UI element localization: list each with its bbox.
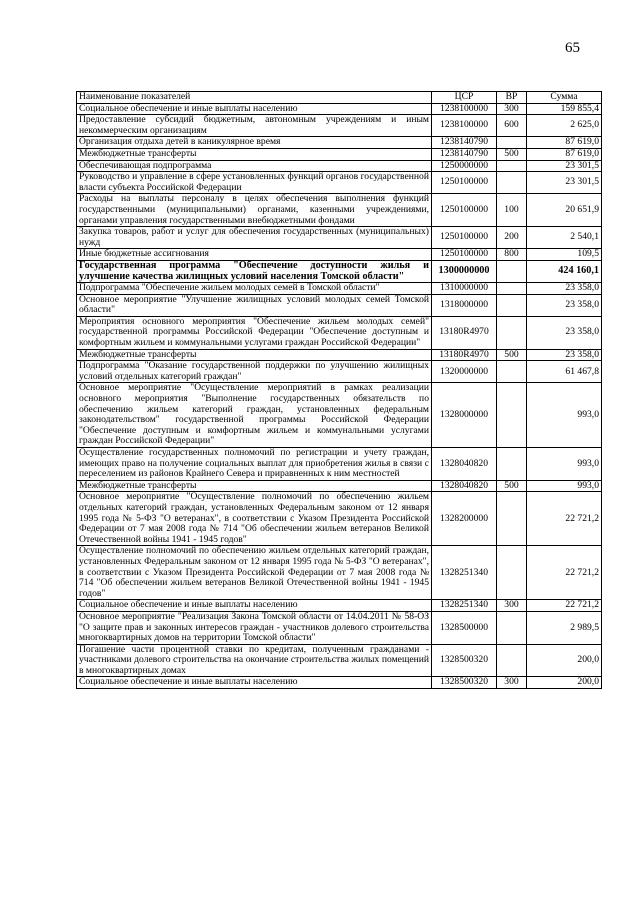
cell-csr: 1328251340 <box>432 600 497 612</box>
cell-name: Межбюджетные трансферты <box>77 148 432 160</box>
cell-sum: 109,5 <box>527 249 602 261</box>
cell-vr: 500 <box>497 349 527 361</box>
table-row <box>77 148 602 160</box>
cell-csr: 1250100000 <box>432 249 497 261</box>
cell-csr: 1328500000 <box>432 611 497 644</box>
header-vr: ВР <box>497 92 527 104</box>
cell-sum: 87 619,0 <box>527 137 602 149</box>
cell-csr: 1328200000 <box>432 492 497 546</box>
cell-sum: 87 619,0 <box>527 148 602 160</box>
cell-csr: 1250100000 <box>432 172 497 194</box>
table-row <box>77 677 602 689</box>
cell-name: Подпрограмма "Оказание государственной поддержки по улучшению жилищных условий отдельных категорий граждан" <box>77 361 432 383</box>
table-row <box>77 546 602 600</box>
table-row <box>77 160 602 172</box>
cell-sum: 23 358,0 <box>527 316 602 349</box>
cell-vr <box>497 160 527 172</box>
table-row <box>77 103 602 115</box>
cell-csr: 1328500320 <box>432 644 497 677</box>
cell-name: Руководство и управление в сфере установленных функций органов государственной власти субъекта Российской Федерации <box>77 172 432 194</box>
cell-sum: 22 721,2 <box>527 492 602 546</box>
cell-name: Обеспечивающая подпрограмма <box>77 160 432 172</box>
header-name: Наименование показателей <box>77 92 432 104</box>
table-body <box>77 103 602 688</box>
cell-vr <box>497 316 527 349</box>
cell-vr <box>497 448 527 481</box>
cell-sum: 23 358,0 <box>527 349 602 361</box>
cell-sum: 22 721,2 <box>527 600 602 612</box>
cell-vr: 300 <box>497 600 527 612</box>
cell-csr: 1238140790 <box>432 148 497 160</box>
cell-csr: 1318000000 <box>432 294 497 316</box>
cell-name: Расходы на выплаты персоналу в целях обеспечения выполнения функций государственными (муниципальными) органами, казенными учреждениями, органами управления государственными внебюджетными фондами <box>77 194 432 227</box>
cell-vr: 300 <box>497 103 527 115</box>
cell-name: Иные бюджетные ассигнования <box>77 249 432 261</box>
cell-name: Социальное обеспечение и иные выплаты населению <box>77 103 432 115</box>
table-row <box>77 611 602 644</box>
cell-sum: 159 855,4 <box>527 103 602 115</box>
table-row <box>77 227 602 249</box>
cell-csr: 1250100000 <box>432 227 497 249</box>
cell-csr: 1238100000 <box>432 103 497 115</box>
cell-name: Основное мероприятие "Реализация Закона Томской области от 14.04.2011 № 58-ОЗ "О защите прав и законных интересов граждан - участников долевого строительства многоквартирных домов на территории Томской области" <box>77 611 432 644</box>
table-row <box>77 172 602 194</box>
cell-name: Социальное обеспечение и иные выплаты населению <box>77 600 432 612</box>
cell-sum: 20 651,9 <box>527 194 602 227</box>
cell-name: Осуществление государственных полномочий по регистрации и учету граждан, имеющих право на получение социальных выплат для приобретения жилья в связи с переселением из районов Крайнего Севера и приравненных к ним местностей <box>77 448 432 481</box>
cell-sum: 2 625,0 <box>527 115 602 137</box>
cell-csr: 1238100000 <box>432 115 497 137</box>
cell-vr <box>497 260 527 282</box>
cell-csr: 1310000000 <box>432 283 497 295</box>
cell-sum: 424 160,1 <box>527 260 602 282</box>
table-row <box>77 294 602 316</box>
cell-sum: 993,0 <box>527 448 602 481</box>
cell-vr <box>497 546 527 600</box>
table-row <box>77 283 602 295</box>
table-row <box>77 492 602 546</box>
cell-name: Межбюджетные трансферты <box>77 349 432 361</box>
cell-sum: 200,0 <box>527 677 602 689</box>
cell-name: Основное мероприятие "Осуществление полномочий по обеспечению жильем отдельных категорий граждан, установленных Федеральным законом от 12 января 1995 года № 5-ФЗ "О ветеранах", в соответствии с Указом Президента Российской Федерации от 7 мая 2008 года № 714 "Об обеспечении жильем ветеранов Великой Отечественной войны 1941 - 1945 годов" <box>77 492 432 546</box>
cell-name: Основное мероприятие "Улучшение жилищных условий молодых семей Томской области" <box>77 294 432 316</box>
cell-name: Закупка товаров, работ и услуг для обеспечения государственных (муниципальных) нужд <box>77 227 432 249</box>
cell-vr <box>497 137 527 149</box>
table-row <box>77 316 602 349</box>
cell-name: Организация отдыха детей в каникулярное время <box>77 137 432 149</box>
cell-csr: 1250100000 <box>432 194 497 227</box>
table-row <box>77 600 602 612</box>
table-row <box>77 480 602 492</box>
cell-csr: 13180R4970 <box>432 316 497 349</box>
cell-csr: 1320000000 <box>432 361 497 383</box>
cell-sum: 23 358,0 <box>527 294 602 316</box>
cell-csr: 1250000000 <box>432 160 497 172</box>
cell-vr <box>497 383 527 448</box>
cell-vr <box>497 172 527 194</box>
table-row <box>77 361 602 383</box>
cell-name: Мероприятия основного мероприятия "Обеспечение жильем молодых семей" государственной программы Российской Федерации "Обеспечение доступным и комфортным жильем и коммунальными услугами граждан Российской Федерации" <box>77 316 432 349</box>
cell-name: Межбюджетные трансферты <box>77 480 432 492</box>
cell-sum: 993,0 <box>527 480 602 492</box>
cell-csr: 13180R4970 <box>432 349 497 361</box>
table-row <box>77 383 602 448</box>
table-row <box>77 644 602 677</box>
cell-name: Предоставление субсидий бюджетным, автономным учреждениям и иным некоммерческим организациям <box>77 115 432 137</box>
cell-sum: 61 467,8 <box>527 361 602 383</box>
cell-vr: 100 <box>497 194 527 227</box>
cell-vr <box>497 644 527 677</box>
budget-table <box>76 91 602 689</box>
cell-vr: 500 <box>497 480 527 492</box>
cell-vr <box>497 283 527 295</box>
cell-name: Осуществление полномочий по обеспечению жильем отдельных категорий граждан, установленных Федеральным законом от 12 января 1995 года № 5-ФЗ "О ветеранах", в соответствии с Указом Президента Российской Федерации от 7 мая 2008 года № 714 "Об обеспечении жильем ветеранов Великой Отечественной войны 1941 - 1945 годов" <box>77 546 432 600</box>
cell-csr: 1328040820 <box>432 448 497 481</box>
cell-name: Государственная программа "Обеспечение доступности жилья и улучшение качества жилищных условий населения Томской области" <box>77 260 432 282</box>
cell-sum: 23 301,5 <box>527 160 602 172</box>
header-csr: ЦСР <box>432 92 497 104</box>
cell-vr <box>497 492 527 546</box>
cell-name: Социальное обеспечение и иные выплаты населению <box>77 677 432 689</box>
table-row <box>77 115 602 137</box>
cell-sum: 23 301,5 <box>527 172 602 194</box>
table-row <box>77 194 602 227</box>
table-row <box>77 137 602 149</box>
cell-csr: 1328500320 <box>432 677 497 689</box>
cell-vr <box>497 361 527 383</box>
table-row <box>77 260 602 282</box>
cell-vr: 500 <box>497 148 527 160</box>
table-row <box>77 349 602 361</box>
cell-sum: 22 721,2 <box>527 546 602 600</box>
page-number: 65 <box>565 40 580 56</box>
cell-vr: 300 <box>497 677 527 689</box>
table-row <box>77 448 602 481</box>
cell-sum: 200,0 <box>527 644 602 677</box>
cell-csr: 1328000000 <box>432 383 497 448</box>
cell-sum: 2 989,5 <box>527 611 602 644</box>
table-header-row <box>77 92 602 104</box>
cell-vr: 200 <box>497 227 527 249</box>
cell-csr: 1238140790 <box>432 137 497 149</box>
cell-name: Погашение части процентной ставки по кредитам, полученным гражданами - участниками долевого строительства на окончание строительства жилых помещений в многоквартирных домах <box>77 644 432 677</box>
cell-sum: 23 358,0 <box>527 283 602 295</box>
cell-vr: 800 <box>497 249 527 261</box>
cell-vr <box>497 611 527 644</box>
cell-sum: 993,0 <box>527 383 602 448</box>
table-row <box>77 249 602 261</box>
cell-sum: 2 540,1 <box>527 227 602 249</box>
header-sum: Сумма <box>527 92 602 104</box>
cell-vr <box>497 294 527 316</box>
cell-vr: 600 <box>497 115 527 137</box>
cell-csr: 1300000000 <box>432 260 497 282</box>
cell-csr: 1328251340 <box>432 546 497 600</box>
cell-name: Подпрограмма "Обеспечение жильем молодых семей в Томской области" <box>77 283 432 295</box>
cell-csr: 1328040820 <box>432 480 497 492</box>
cell-name: Основное мероприятие "Осуществление мероприятий в рамках реализации основного мероприятия "Выполнение государственных обязательств по обеспечению жильем категорий граждан, установленных федеральным законодательством" государственной программы Российской Федерации "Обеспечение доступным и комфортным жильем и коммунальными услугами граждан Российской Федерации" <box>77 383 432 448</box>
